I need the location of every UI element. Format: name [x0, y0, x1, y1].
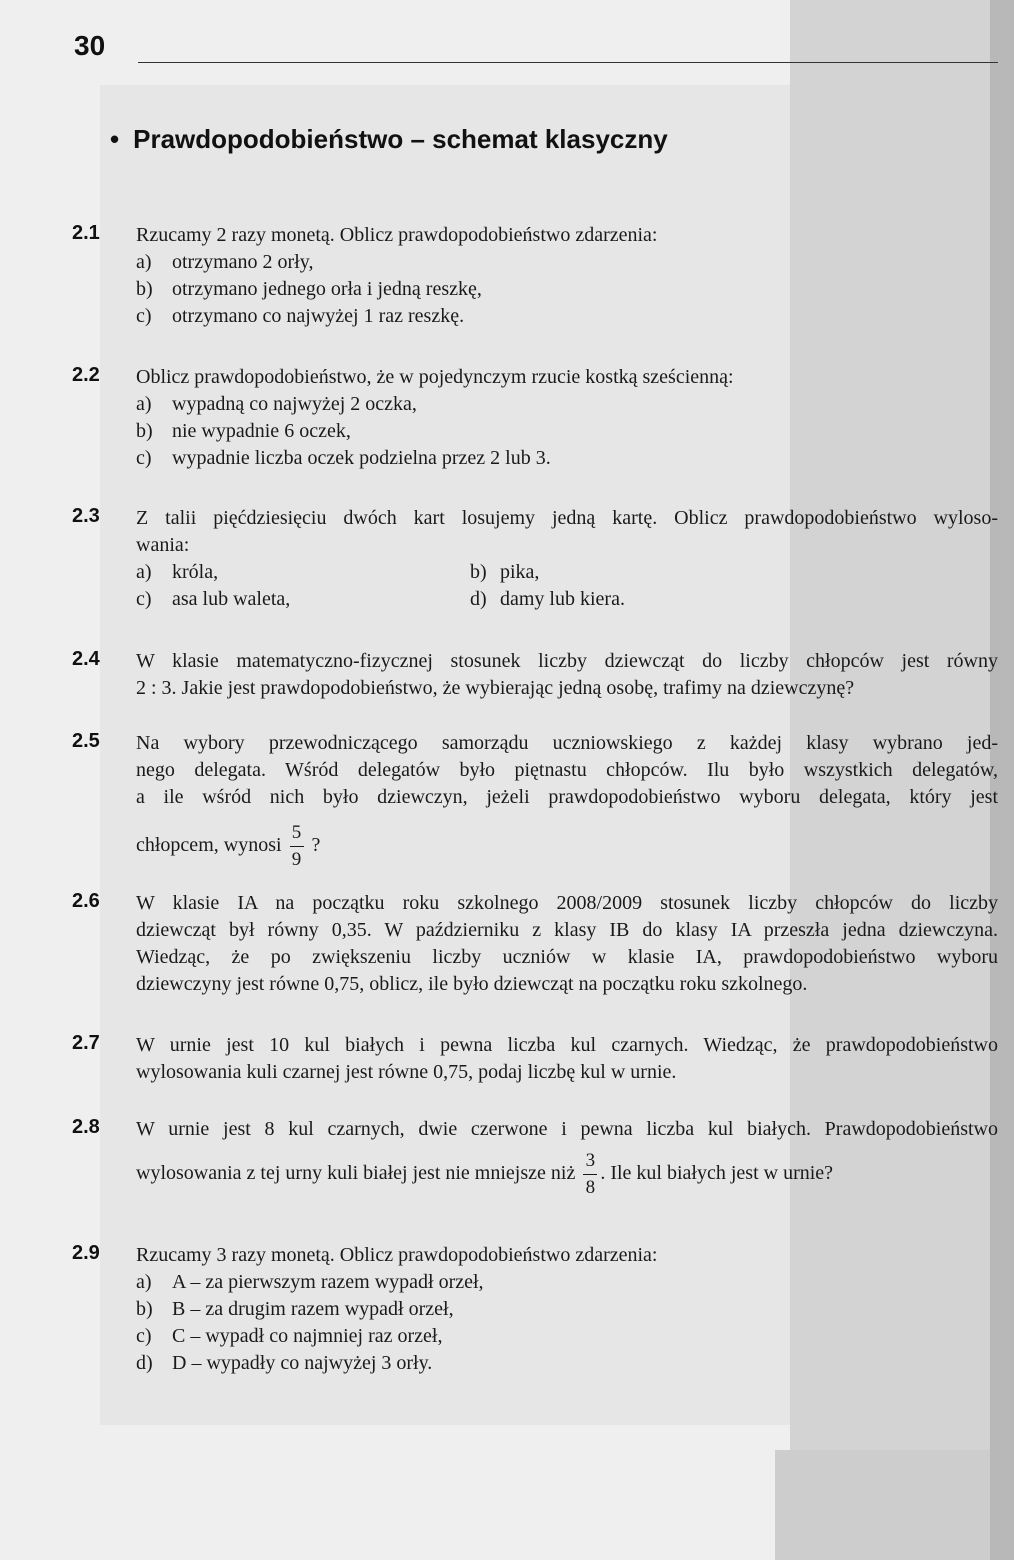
header-rule: [138, 62, 998, 63]
exercise-line: chłopcem, wynosi $\frac{5}{9}$ ?: [136, 822, 321, 870]
exercise-2-7: [136, 1032, 998, 1086]
exercise-line: W klasie matematyczno-fizycznej stosunek liczby dziewcząt do liczby chłopców jest równy: [136, 650, 998, 672]
exercise-line: Wiedząc, że po zwiększeniu liczby uczniów w klasie IA, prawdopodobieństwo wyboru: [136, 946, 998, 968]
exercise-line: wania:: [136, 534, 190, 556]
sub-item: a) króla,: [136, 561, 219, 583]
sub-item: a) otrzymano 2 orły,: [136, 251, 314, 273]
exercise-line: W urnie jest 8 kul czarnych, dwie czerwone i pewna liczba kul białych. Prawdopodobieństwo: [136, 1118, 998, 1140]
exercise-number: 2.4: [72, 648, 100, 670]
exercise-stem: Oblicz prawdopodobieństwo, że w pojedynczym rzucie kostką sześcienną:: [136, 366, 734, 388]
exercise-line: wylosowania kuli czarnej jest równe 0,75, podaj liczbę kul w urnie.: [136, 1061, 677, 1083]
exercise-2-9: [136, 1242, 998, 1377]
section-title: [110, 124, 668, 155]
exercise-line: nego delegata. Wśród delegatów było piętnastu chłopców. Ilu było wszystkich delegatów,: [136, 759, 998, 781]
sub-item: b) otrzymano jednego orła i jedną reszkę,: [136, 278, 482, 300]
exercise-line: dziewczyny jest równe 0,75, oblicz, ile było dziewcząt na początku roku szkolnego.: [136, 973, 808, 995]
exercise-2-1: [136, 222, 998, 330]
exercise-line: 2 : 3. Jakie jest prawdopodobieństwo, że wybierając jedną osobę, trafimy na dziewczynę?: [136, 677, 855, 699]
exercise-number: 2.1: [72, 222, 100, 244]
exercise-line: W urnie jest 10 kul białych i pewna liczba kul czarnych. Wiedząc, że prawdopodobieństwo: [136, 1034, 998, 1056]
show-through-bottom-block: [775, 1450, 1014, 1560]
exercise-line: W klasie IA na początku roku szkolnego 2008/2009 stosunek liczby chłopców do liczby: [136, 892, 998, 914]
sub-item: a) A – za pierwszym razem wypadł orzeł,: [136, 1271, 484, 1293]
sub-item: b) pika,: [470, 561, 540, 583]
exercise-line: Z talii pięćdziesięciu dwóch kart losujemy jedną kartę. Oblicz prawdopodobieństwo wyloso-: [136, 507, 998, 529]
exercise-number: 2.7: [72, 1032, 100, 1054]
exercise-2-2: [136, 364, 998, 472]
exercise-stem: Rzucamy 3 razy monetą. Oblicz prawdopodobieństwo zdarzenia:: [136, 1244, 658, 1266]
fraction: $\frac{3}{8}$: [583, 1151, 597, 1198]
sub-item: c) C – wypadł co najmniej raz orzeł,: [136, 1325, 443, 1347]
exercise-number: 2.9: [72, 1242, 100, 1264]
exercise-stem: Rzucamy 2 razy monetą. Oblicz prawdopodobieństwo zdarzenia:: [136, 224, 658, 246]
section-title-text: Prawdopodobieństwo – schemat klasyczny: [133, 124, 668, 154]
sub-item: c) asa lub waleta,: [136, 588, 291, 610]
exercise-2-4: [136, 648, 998, 702]
sub-item: d) D – wypadły co najwyżej 3 orły.: [136, 1352, 433, 1374]
fraction: $\frac{5}{9}$: [290, 823, 304, 870]
exercise-2-6: [136, 890, 998, 998]
sub-item: d) damy lub kiera.: [470, 588, 625, 610]
page-number: 30: [74, 30, 106, 61]
exercise-line: wylosowania z tej urny kuli białej jest nie mniejsze niż $\frac{3}{8}$ . Ile kul białych jest w urnie?: [136, 1150, 834, 1198]
exercise-number: 2.3: [72, 505, 100, 527]
exercise-number: 2.2: [72, 364, 100, 386]
exercise-line: dziewcząt był równy 0,35. W październiku z klasy IB do klasy IA przeszła jedna dziewczyna.: [136, 919, 998, 941]
exercise-2-3: [136, 505, 998, 613]
sub-item: b) B – za drugim razem wypadł orzeł,: [136, 1298, 454, 1320]
sub-item: a) wypadną co najwyżej 2 oczka,: [136, 393, 417, 415]
exercise-2-8: [136, 1116, 998, 1198]
exercise-2-5: [136, 730, 998, 870]
sub-item: c) wypadnie liczba oczek podzielna przez 2 lub 3.: [136, 447, 551, 469]
sub-item: b) nie wypadnie 6 oczek,: [136, 420, 351, 442]
exercise-line: a ile wśród nich było dziewczyn, jeżeli prawdopodobieństwo wyboru delegata, który jest: [136, 786, 998, 808]
exercise-line: Na wybory przewodniczącego samorządu uczniowskiego z każdej klasy wybrano jed-: [136, 732, 998, 754]
bullet-icon: •: [110, 124, 120, 154]
exercise-number: 2.8: [72, 1116, 100, 1138]
exercise-number: 2.6: [72, 890, 100, 912]
exercise-number: 2.5: [72, 730, 100, 752]
sub-item: c) otrzymano co najwyżej 1 raz reszkę.: [136, 305, 465, 327]
